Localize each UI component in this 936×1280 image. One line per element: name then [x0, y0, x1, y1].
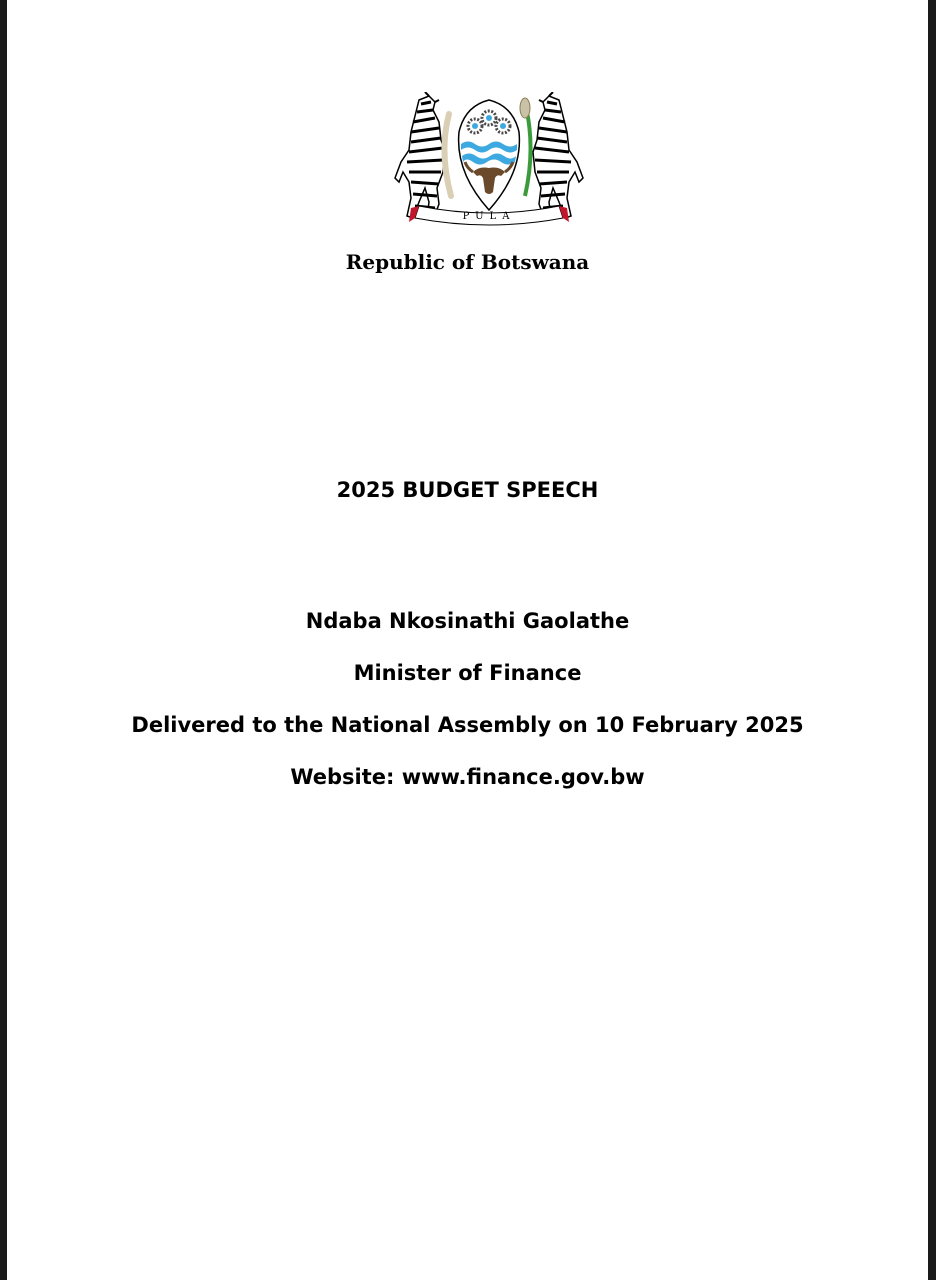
speaker-name: Ndaba Nkosinathi Gaolathe [305, 609, 630, 633]
speaker-role: Minister of Finance [353, 661, 582, 685]
right-zebra [533, 92, 583, 220]
coat-of-arms-emblem [389, 92, 589, 232]
document-title: 2025 BUDGET SPEECH [336, 478, 599, 502]
country-name: Republic of Botswana [345, 250, 590, 274]
document-page [7, 0, 928, 1280]
left-border [0, 0, 7, 1280]
website-line: Website: www.finance.gov.bw [290, 765, 645, 789]
tusk [444, 114, 451, 196]
left-zebra [395, 92, 445, 220]
shield [459, 100, 520, 210]
motto-text: PULA [462, 211, 516, 222]
sorghum-stalk [520, 98, 531, 196]
right-border [928, 0, 936, 1280]
delivery-statement: Delivered to the National Assembly on 10 February 2025 [131, 713, 804, 737]
